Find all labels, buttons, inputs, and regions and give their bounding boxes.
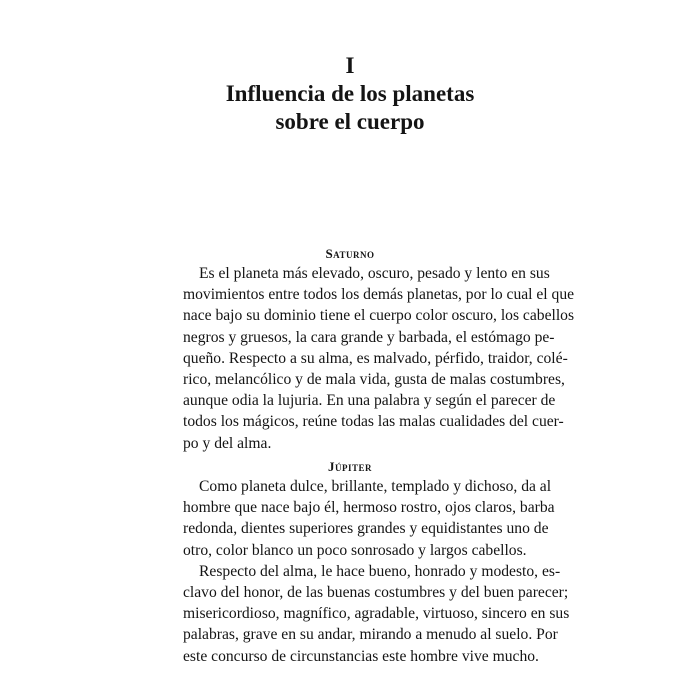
text-line: clavo del honor, de las buenas costumbres y del buen parecer; bbox=[183, 584, 569, 602]
text-line: misericordioso, magnífico, agradable, virtuoso, sincero en sus bbox=[183, 605, 570, 623]
text-line: redonda, dientes superiores grandes y equidistantes uno de bbox=[183, 520, 549, 538]
text-line: movimientos entre todos los demás planetas, por lo cual el que bbox=[183, 286, 575, 304]
text-line: rico, melancólico y de mala vida, gusta de malas costumbres, bbox=[183, 371, 565, 389]
text-line: negros y gruesos, la cara grande y barbada, el estómago pe- bbox=[183, 328, 555, 346]
text-line: po y del alma. bbox=[183, 434, 272, 452]
text-line: Como planeta dulce, brillante, templado y dichoso, da al bbox=[199, 478, 552, 495]
chapter-title bbox=[0, 80, 700, 136]
text-line: otro, color blanco un poco sonrosado y largos cabellos. bbox=[183, 541, 527, 559]
section-body-jupiter bbox=[183, 476, 570, 667]
chapter-number: I bbox=[345, 53, 355, 78]
text-line: todos los mágicos, reúne todas las malas cualidades del cuer- bbox=[183, 413, 564, 431]
text-line: hombre que nace bajo él, hermoso rostro, ojos claros, barba bbox=[183, 499, 555, 517]
text-line: palabras, grave en su andar, mirando a menudo al suelo. Por bbox=[183, 626, 558, 644]
text-line: Es el planeta más elevado, oscuro, pesado y lento en sus bbox=[199, 265, 550, 282]
text-line: queño. Respecto a su alma, es malvado, pérfido, traidor, colé- bbox=[183, 349, 568, 367]
text-line: este concurso de circunstancias este hombre vive mucho. bbox=[183, 647, 539, 665]
text-line: Respecto del alma, le hace bueno, honrado y modesto, es- bbox=[199, 562, 561, 580]
chapter-title-line-2: sobre el cuerpo bbox=[275, 109, 425, 134]
text-line: aunque odia la lujuria. En una palabra y según el parecer de bbox=[183, 392, 556, 410]
section-body-saturno bbox=[183, 263, 575, 454]
text-line: nace bajo su dominio tiene el cuerpo color oscuro, los cabellos bbox=[183, 307, 575, 325]
chapter-title-line-1: Influencia de los planetas bbox=[225, 81, 475, 106]
section-heading-saturno: Saturno bbox=[325, 246, 375, 261]
section-heading-jupiter: Júpiter bbox=[327, 459, 372, 474]
